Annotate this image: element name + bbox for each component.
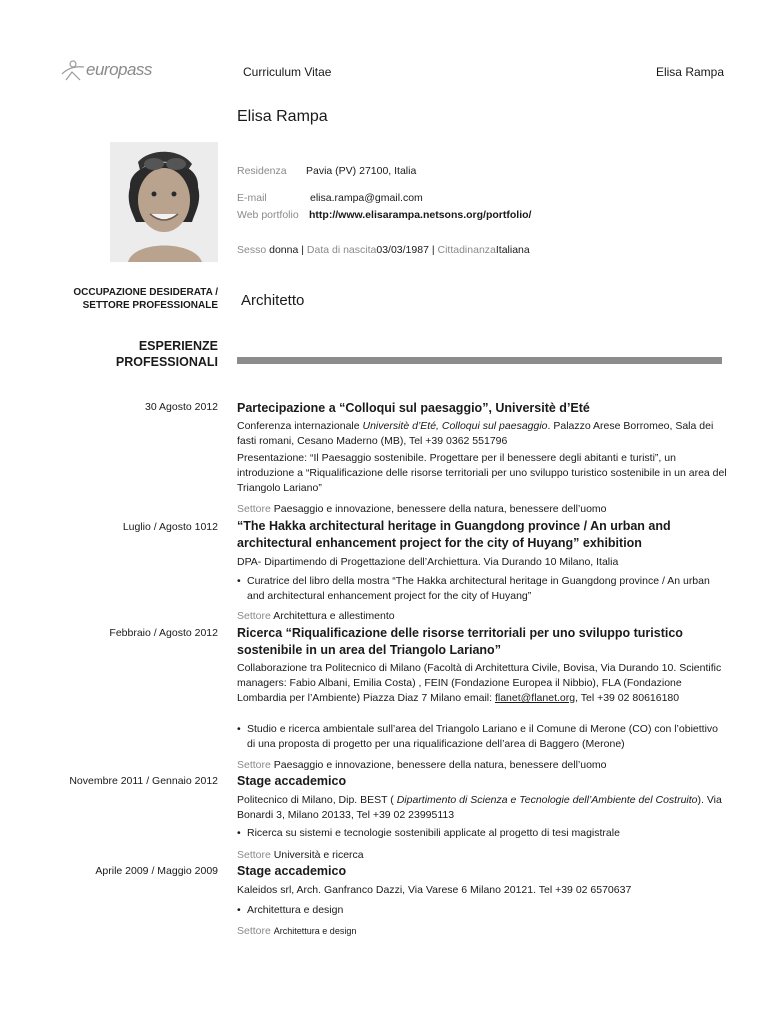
- experience-sector: [237, 759, 607, 771]
- text-run: ). Via Bonardi 3, Milano 20133, Tel +39 02 23995113: [237, 794, 722, 821]
- experience-bullet: • Architettura e design: [237, 903, 727, 918]
- candidate-photo: [110, 142, 218, 262]
- email-row: [237, 191, 423, 205]
- web-link[interactable]: http://www.elisarampa.netsons.org/portfolio/: [309, 209, 532, 221]
- experience-label-line: PROFESSIONALI: [115, 355, 218, 369]
- residence-label: Residenza: [237, 165, 287, 177]
- occupation-label: [40, 286, 218, 312]
- experience-description: Kaleidos srl, Arch. Ganfranco Dazzi, Via Varese 6 Milano 20121. Tel +39 02 6570637: [237, 884, 632, 896]
- experience-date: Novembre 2011 / Gennaio 2012: [69, 775, 218, 787]
- email-value[interactable]: elisa.rampa@gmail.com: [310, 192, 423, 204]
- separator: |: [431, 244, 435, 256]
- experience-sector: [237, 925, 356, 937]
- sector-value: Paesaggio e innovazione, benessere della natura, benessere dell’uomo: [270, 759, 607, 771]
- citizenship-label: Cittadinanza: [437, 244, 496, 256]
- birth-value: 03/03/1987: [376, 244, 429, 256]
- web-row: [237, 208, 531, 222]
- logo-text: europass: [86, 60, 152, 79]
- email-link[interactable]: flanet@flanet.org: [494, 692, 576, 704]
- experience-title: Stage accademico: [237, 774, 347, 788]
- experience-description: [237, 793, 727, 823]
- experience-title: “The Hakka architectural heritage in Guangdong province / An urban and architectural enhancement project for the city of Huyang” exhibition: [237, 519, 671, 550]
- occupation-label-line: OCCUPAZIONE DESIDERATA /: [73, 287, 218, 298]
- sex-label: Sesso: [237, 244, 267, 256]
- experience-date: 30 Agosto 2012: [145, 401, 218, 413]
- document-type: Curriculum Vitae: [243, 65, 332, 79]
- experience-presentation: Presentazione: “Il Paesaggio sostenibile. Progettare per il benessere degli abitanti e turisti”, un introduzione a “Riqualificazione delle risorse territoriali per uno sviluppo turistico sostenibile in un area del Triangolo Lariano”: [237, 452, 727, 494]
- experience-title: Ricerca “Riqualificazione delle risorse territoriali per uno sviluppo turistico sostenibile in un area del Triangolo Lariano”: [237, 626, 683, 657]
- text-run-italic: Dipartimento di Scienza e Tecnologie dell’Ambiente del Costruito: [396, 794, 698, 806]
- sector-value: Università e ricerca: [273, 849, 364, 861]
- text-run: Collaborazione tra Politecnico di Milano (Facoltà di Architettura Civile, Bovisa, Via Durando 10. Scientific managers: Fabio Albani, Emilia Costa) , FEIN (Fondazione Europea il Nibbio), FLA (Fondazione Lombardia per l’Ambiente) Piazza Diaz 7 Milano email:: [237, 662, 722, 704]
- citizenship-value: Italiana: [495, 244, 530, 256]
- residence-row: [237, 164, 416, 178]
- experience-description: [237, 419, 727, 449]
- section-divider: [237, 357, 722, 364]
- experience-description: [237, 661, 727, 706]
- experience-section-label: [80, 338, 218, 370]
- experience-bullet: • Ricerca su sistemi e tecnologie sostenibili applicate al progetto di tesi magistrale: [237, 826, 727, 841]
- sex-value: donna: [269, 244, 299, 256]
- sector-label: Settore: [237, 759, 271, 771]
- text-run-italic: Universitè d’Eté, Colloqui sul paesaggio: [362, 420, 548, 432]
- occupation-label-line: SETTORE PROFESSIONALE: [82, 300, 218, 311]
- experience-label-line: ESPERIENZE: [138, 339, 218, 353]
- text-run: . Palazzo Arese Borromeo, Sala dei fasti romani, Cesano Maderno (MB), Tel +39 0362 551796: [237, 420, 714, 447]
- sector-value: Architettura e allestimento: [273, 610, 395, 622]
- sector-label: Settore: [237, 503, 271, 515]
- personal-row: [237, 243, 530, 257]
- experience-bullet: • Curatrice del libro della mostra “The Hakka architectural heritage in Guangdong province / An urban and architectural enhancement project for the city of Huyang”: [237, 574, 727, 604]
- experience-bullet: • Studio e ricerca ambientale sull’area del Triangolo Lariano e il Comune di Merone (CO) con l’obiettivo di una proposta di progetto per una riqualificazione dell’area di Baggero (Merone): [237, 722, 727, 752]
- sector-label: Settore: [237, 610, 271, 622]
- occupation-value: Architetto: [241, 292, 305, 309]
- sector-label: Settore: [237, 925, 271, 937]
- portrait-image: [110, 142, 218, 262]
- web-label: Web portfolio: [237, 209, 299, 221]
- experience-sector: [237, 503, 607, 515]
- experience-title: Stage accademico: [237, 864, 347, 878]
- experience-date: Luglio / Agosto 1012: [122, 521, 218, 533]
- separator: |: [301, 244, 304, 256]
- experience-description: DPA- Dipartimendo di Progettazione dell’Archiettura. Via Durando 10 Milano, Italia: [237, 556, 619, 568]
- residence-value: Pavia (PV) 27100, Italia: [306, 165, 417, 177]
- birth-label: Data di nascita: [306, 244, 377, 256]
- sector-value: Architettura e design: [273, 926, 357, 936]
- header-name: Elisa Rampa: [655, 65, 724, 79]
- experience-date: Febbraio / Agosto 2012: [109, 627, 218, 639]
- candidate-name: Elisa Rampa: [237, 108, 328, 125]
- text-run: Politecnico di Milano, Dip. BEST (: [237, 794, 397, 806]
- experience-date: Aprile 2009 / Maggio 2009: [95, 865, 218, 877]
- experience-sector: [237, 610, 395, 622]
- sector-value: Paesaggio e innovazione, benessere della natura, benessere dell’uomo: [273, 503, 607, 515]
- text-run: Conferenza internazionale: [237, 420, 363, 432]
- europass-star-icon: [56, 54, 90, 88]
- experience-title: Partecipazione a “Colloqui sul paesaggio”, Universitè d’Eté: [237, 401, 590, 415]
- experience-sector: [237, 849, 364, 861]
- text-run: , Tel +39 02 80616180: [575, 692, 680, 704]
- sector-label: Settore: [237, 849, 271, 861]
- europass-logo: [56, 54, 166, 88]
- email-label: E-mail: [237, 192, 267, 204]
